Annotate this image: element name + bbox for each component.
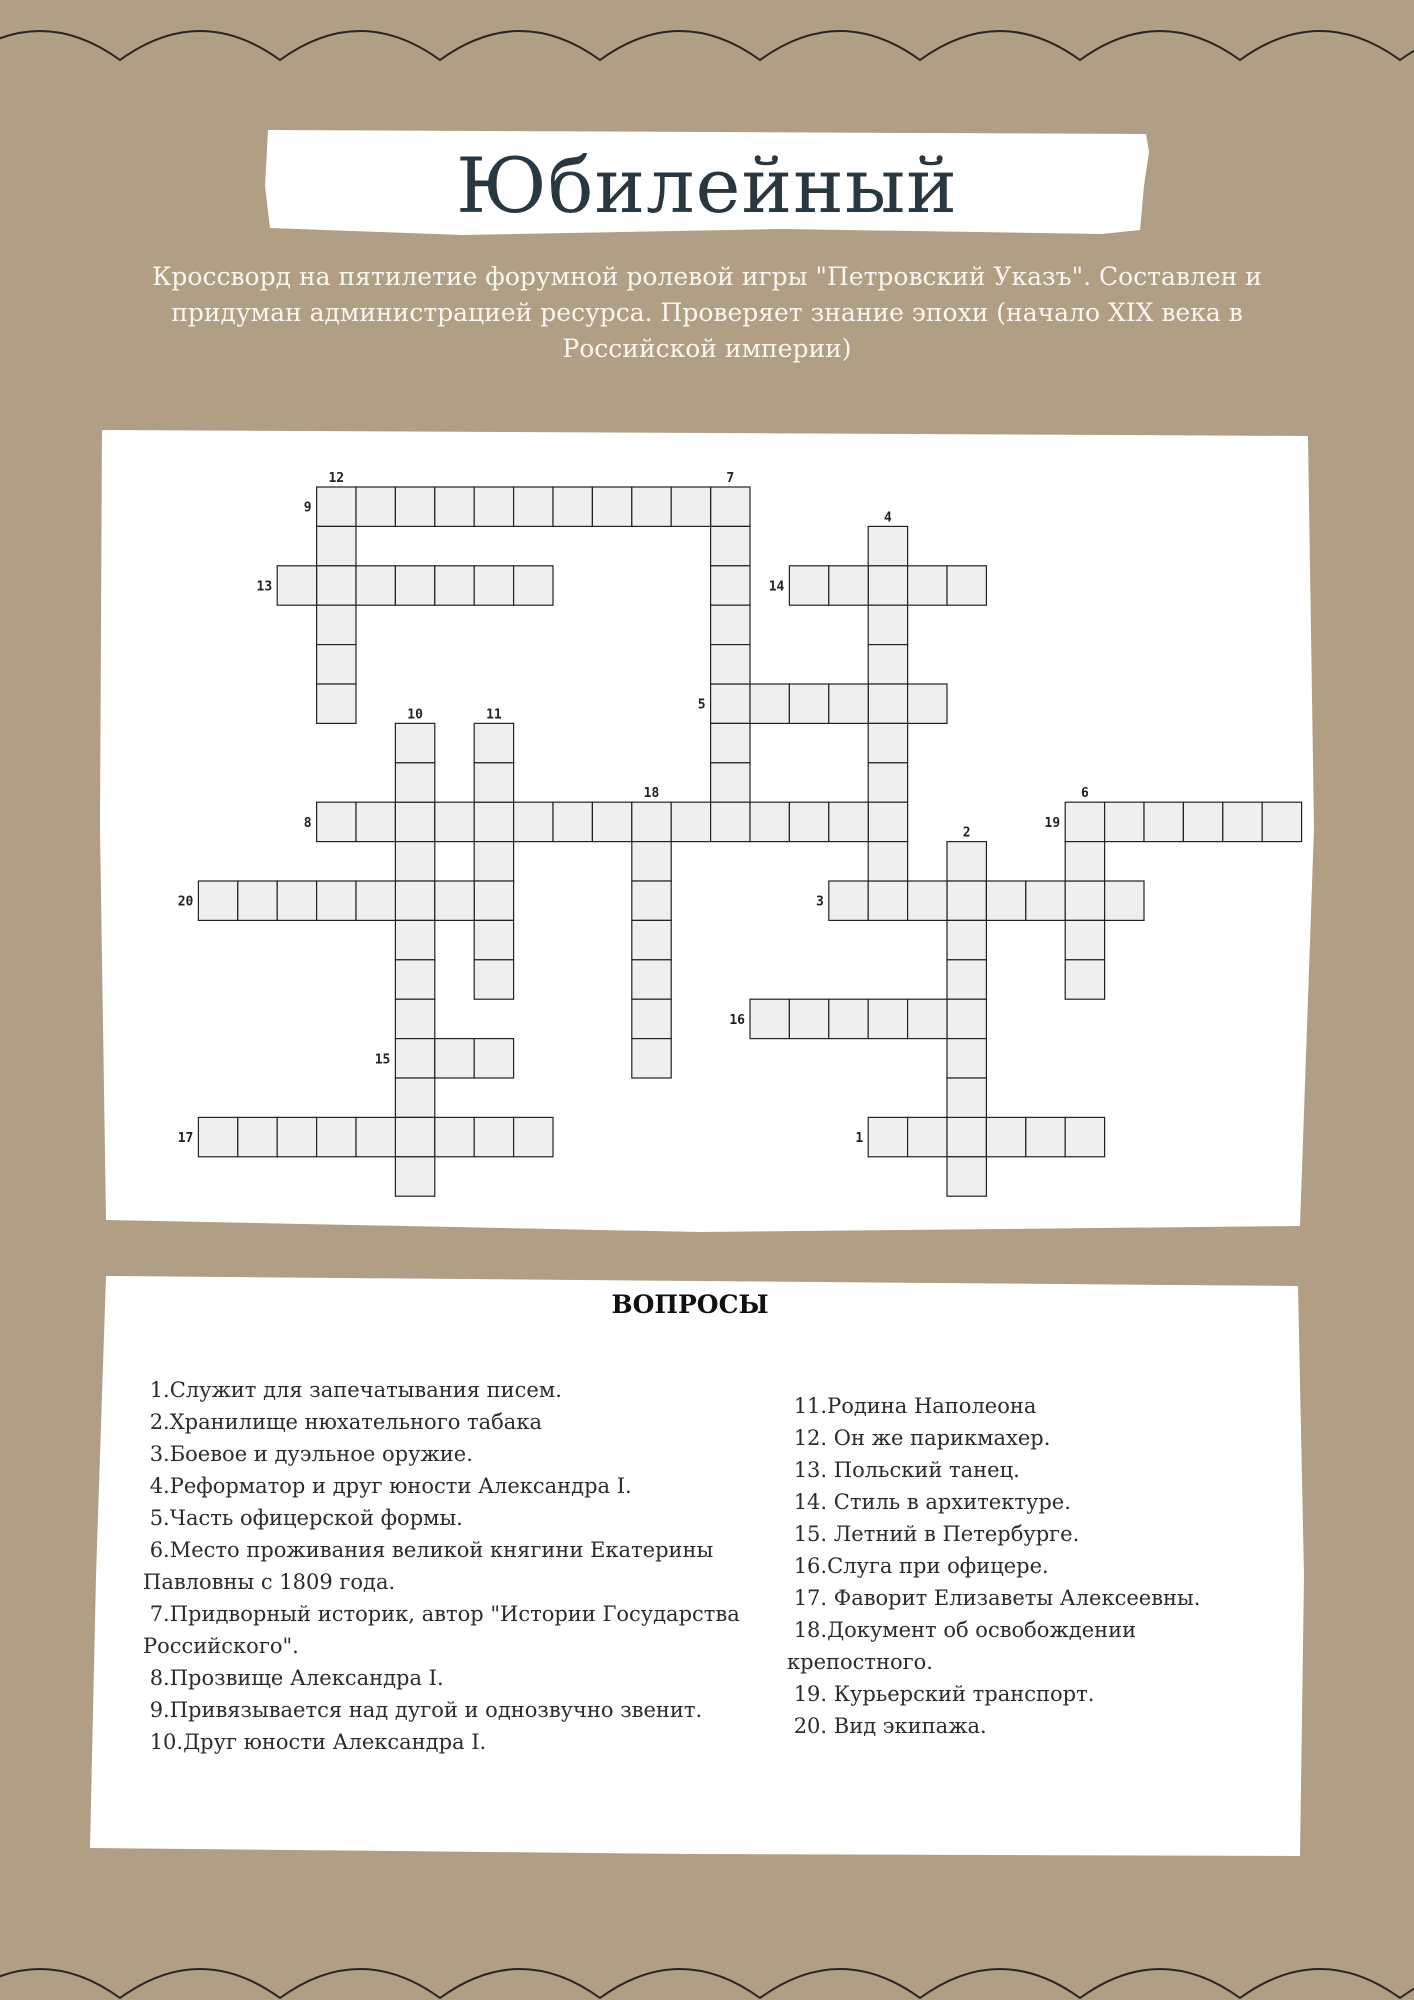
crossword-cell[interactable] [789,684,828,723]
crossword-cell[interactable] [435,487,474,526]
crossword-cell[interactable] [474,487,513,526]
crossword-cell[interactable] [1105,881,1144,920]
crossword-cell[interactable] [474,763,513,802]
crossword-cell[interactable] [711,526,750,565]
crossword-cell[interactable] [474,960,513,999]
question-15: 15. Летний в Петербурге. [787,1522,1080,1546]
question-19: 19. Курьерский транспорт. [787,1682,1095,1706]
crossword-cell[interactable] [395,1039,434,1078]
crossword-cell[interactable] [277,566,316,605]
crossword-cell[interactable] [632,881,671,920]
crossword-cell[interactable] [632,842,671,881]
crossword-cell[interactable] [317,605,356,644]
crossword-cell[interactable] [395,920,434,959]
crossword-cell[interactable] [829,684,868,723]
crossword-cell[interactable] [1183,802,1222,841]
crossword-cell[interactable] [947,920,986,959]
crossword-cell[interactable] [1065,842,1104,881]
crossword-cell[interactable] [1065,1117,1104,1156]
question-6: 6.Место проживания великой княгини Екатерины Павловны с 1809 года. [143,1538,720,1594]
crossword-cell[interactable] [750,999,789,1038]
question-18: 18.Документ об освобождении крепостного. [787,1618,1143,1674]
crossword-cell[interactable] [435,881,474,920]
clue-number-2: 2 [962,825,971,841]
crossword-cell[interactable] [829,802,868,841]
crossword-cell[interactable] [868,526,907,565]
crossword-cell[interactable] [671,802,710,841]
question-8: 8.Прозвище Александра I. [143,1666,444,1690]
crossword-cell[interactable] [553,802,592,841]
crossword-cell[interactable] [317,645,356,684]
crossword-cell[interactable] [1065,881,1104,920]
clue-number-15: 15 [374,1052,391,1068]
crossword-cell[interactable] [711,605,750,644]
crossword-cell[interactable] [317,802,356,841]
crossword-cell[interactable] [829,881,868,920]
clue-number-14: 14 [768,579,785,595]
crossword-cell[interactable] [1262,802,1301,841]
crossword-cell[interactable] [750,802,789,841]
clue-number-8: 8 [303,815,312,831]
crossword-cell[interactable] [711,645,750,684]
crossword-cell[interactable] [395,1157,434,1196]
crossword-cell[interactable] [356,487,395,526]
crossword-cell[interactable] [356,566,395,605]
crossword-cell[interactable] [1065,960,1104,999]
crossword-cell[interactable] [632,960,671,999]
crossword-cell[interactable] [632,487,671,526]
crossword-cell[interactable] [356,802,395,841]
crossword-cell[interactable] [711,487,750,526]
crossword-cell[interactable] [829,566,868,605]
crossword-cell[interactable] [632,999,671,1038]
crossword-cell[interactable] [711,684,750,723]
crossword-cell[interactable] [395,487,434,526]
clue-number-4: 4 [883,510,892,526]
questions-left-column [143,1374,749,1758]
crossword-cell[interactable] [868,802,907,841]
question-3: 3.Боевое и дуэльное оружие. [143,1442,473,1466]
crossword-cell[interactable] [198,881,237,920]
crossword-cell[interactable] [908,1117,947,1156]
crossword-cell[interactable] [868,881,907,920]
clue-number-3: 3 [815,894,824,910]
crossword-cell[interactable] [947,999,986,1038]
crossword-cell[interactable] [592,487,631,526]
crossword-cell[interactable] [435,802,474,841]
crossword-cell[interactable] [908,881,947,920]
crossword-cell[interactable] [474,1117,513,1156]
crossword-cell[interactable] [514,487,553,526]
crossword-cell[interactable] [908,684,947,723]
clue-number-19: 19 [1044,815,1061,831]
question-4: 4.Реформатор и друг юности Александра I. [143,1474,632,1498]
crossword-cell[interactable] [395,763,434,802]
crossword-cell[interactable] [395,723,434,762]
question-20: 20. Вид экипажа. [787,1714,987,1738]
crossword-cell[interactable] [395,881,434,920]
crossword-cell[interactable] [474,920,513,959]
crossword-cell[interactable] [238,881,277,920]
crossword-cell[interactable] [198,1117,237,1156]
crossword-cell[interactable] [947,881,986,920]
crossword-cell[interactable] [317,684,356,723]
crossword-cell[interactable] [789,566,828,605]
crossword-cell[interactable] [908,999,947,1038]
crossword-cell[interactable] [632,1039,671,1078]
clue-number-17: 17 [177,1131,194,1147]
crossword-cell[interactable] [317,1117,356,1156]
crossword-cell[interactable] [868,763,907,802]
crossword-cell[interactable] [750,684,789,723]
clue-number-20: 20 [177,894,194,910]
clue-number-9: 9 [303,500,312,516]
crossword-cell[interactable] [474,802,513,841]
crossword-cell[interactable] [868,723,907,762]
crossword-cell[interactable] [868,645,907,684]
crossword-cell[interactable] [671,487,710,526]
crossword-cell[interactable] [435,1039,474,1078]
crossword-cell[interactable] [632,920,671,959]
crossword-cell[interactable] [514,1117,553,1156]
crossword-cell[interactable] [277,881,316,920]
crossword-cell[interactable] [474,723,513,762]
page-title: Юбилейный [456,141,958,230]
clue-number-12: 12 [328,471,345,486]
crossword-cell[interactable] [986,1117,1025,1156]
crossword-cell[interactable] [1144,802,1183,841]
clue-number-13: 13 [256,579,273,595]
crossword-cell[interactable] [474,566,513,605]
crossword-cell[interactable] [435,1117,474,1156]
crossword-cell[interactable] [868,566,907,605]
clue-number-18: 18 [643,786,660,802]
crossword-cell[interactable] [277,1117,316,1156]
scallop-border-bottom [0,1920,1414,2000]
crossword-cell[interactable] [868,842,907,881]
crossword-cell[interactable] [908,566,947,605]
crossword-cell[interactable] [829,999,868,1038]
crossword-cell[interactable] [395,999,434,1038]
clue-number-6: 6 [1080,786,1089,802]
crossword-cell[interactable] [474,1039,513,1078]
crossword-cell[interactable] [317,487,356,526]
crossword-cell[interactable] [356,1117,395,1156]
clue-number-11: 11 [486,707,502,723]
crossword-cell[interactable] [435,566,474,605]
crossword-cell[interactable] [238,1117,277,1156]
question-11: 11.Родина Наполеона [787,1394,1037,1418]
crossword-cell[interactable] [947,1117,986,1156]
question-2: 2.Хранилище нюхательного табака [143,1410,542,1434]
question-17: 17. Фаворит Елизаветы Алексеевны. [787,1586,1201,1610]
question-7: 7.Придворный историк, автор "Истории Государства Российского". [143,1602,747,1658]
crossword-cell[interactable] [1026,881,1065,920]
question-9: 9.Привязывается над дугой и однозвучно звенит. [143,1698,703,1722]
clue-number-10: 10 [407,707,423,723]
question-13: 13. Польский танец. [787,1458,1020,1482]
crossword-cell[interactable] [947,566,986,605]
question-10: 10.Друг юности Александра I. [143,1730,487,1754]
clue-number-1: 1 [855,1131,864,1147]
crossword-cell[interactable] [395,842,434,881]
crossword-cell[interactable] [711,723,750,762]
crossword-cell[interactable] [317,881,356,920]
clue-number-16: 16 [729,1012,745,1028]
crossword-cell[interactable] [1065,802,1104,841]
crossword-cell[interactable] [317,526,356,565]
crossword-cell[interactable] [947,1039,986,1078]
crossword-cell[interactable] [317,566,356,605]
clue-number-5: 5 [697,697,706,713]
crossword-cell[interactable] [395,1117,434,1156]
crossword-cell[interactable] [395,566,434,605]
crossword-cell[interactable] [868,1117,907,1156]
crossword-cell[interactable] [1065,920,1104,959]
question-1: 1.Служит для запечатывания писем. [143,1378,562,1402]
crossword-cell[interactable] [356,881,395,920]
question-16: 16.Слуга при офицере. [787,1554,1049,1578]
crossword-cell[interactable] [474,881,513,920]
crossword-cell[interactable] [711,763,750,802]
clue-number-7: 7 [726,471,735,486]
question-12: 12. Он же парикмахер. [787,1426,1051,1450]
crossword-cell[interactable] [711,802,750,841]
crossword-cell[interactable] [1026,1117,1065,1156]
questions-right-column [787,1390,1267,1742]
subtitle: Кроссворд на пятилетие форумной ролевой игры "Петровский Указъ". Составлен и придуман администрацией ресурса. Проверяет знание эпохи (начало XIX века в Российской империи) [152,262,1262,363]
question-5: 5.Часть офицерской формы. [143,1506,463,1530]
crossword-cell[interactable] [514,802,553,841]
crossword-cell[interactable] [395,960,434,999]
crossword-cell[interactable] [553,487,592,526]
crossword-cell[interactable] [592,802,631,841]
crossword-cell[interactable] [474,842,513,881]
questions-heading: ВОПРОСЫ [611,1290,769,1319]
question-14: 14. Стиль в архитектуре. [787,1490,1071,1514]
crossword-cell[interactable] [947,960,986,999]
crossword-cell[interactable] [395,802,434,841]
crossword-cell[interactable] [868,999,907,1038]
crossword-cell[interactable] [868,605,907,644]
crossword-cell[interactable] [947,842,986,881]
crossword-cell[interactable] [947,1078,986,1117]
crossword-cell[interactable] [711,566,750,605]
crossword-cell[interactable] [1223,802,1262,841]
crossword-cell[interactable] [868,684,907,723]
crossword-cell[interactable] [789,999,828,1038]
crossword-cell[interactable] [632,802,671,841]
crossword-cell[interactable] [986,881,1025,920]
crossword-cell[interactable] [395,1078,434,1117]
crossword-cell[interactable] [789,802,828,841]
crossword-cell[interactable] [514,566,553,605]
crossword-cell[interactable] [1105,802,1144,841]
crossword-cell[interactable] [947,1157,986,1196]
